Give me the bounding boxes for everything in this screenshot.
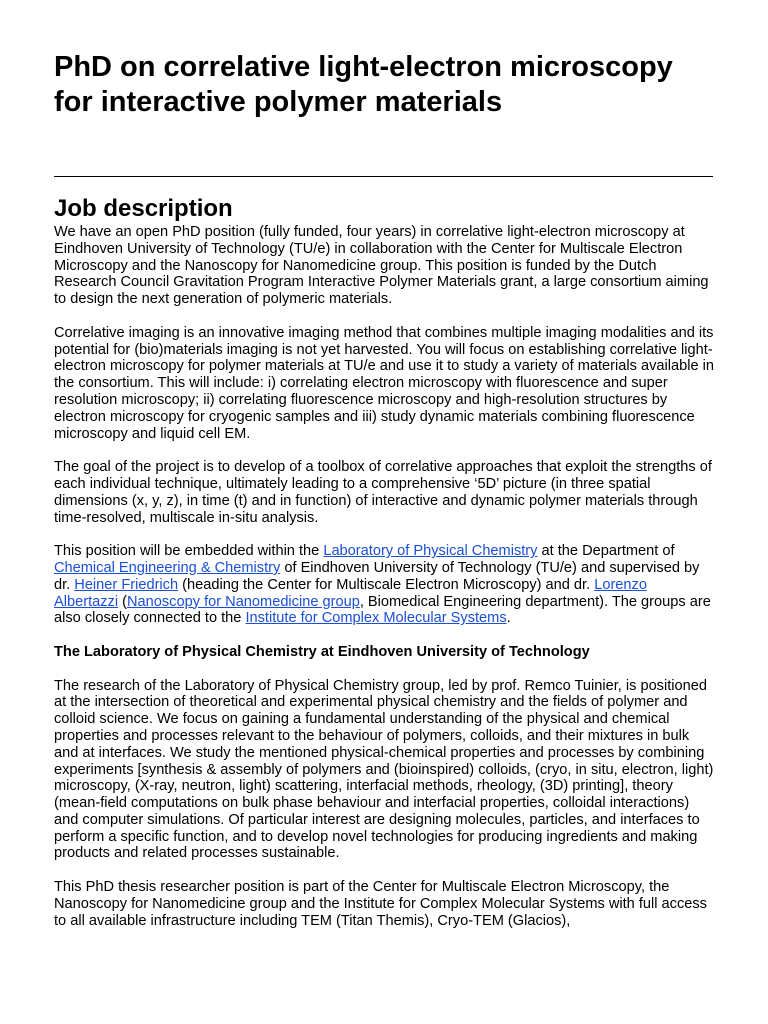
paragraph-position-context: This PhD thesis researcher position is part of the Center for Multiscale Electron Microscopy, the Nanoscopy for Nanomedicine group and the Institute for Complex Molecular Systems with full access to all available infrastructure including TEM (Titan Themis), Cryo-TEM (Glacios), bbox=[54, 879, 707, 929]
link-chemical-engineering-chemistry[interactable]: Chemical Engineering & Chemistry bbox=[54, 559, 281, 576]
link-institute-complex-molecular-systems[interactable]: Institute for Complex Molecular Systems bbox=[245, 610, 507, 627]
link-lorenzo-albertazzi[interactable]: Lorenzo Albertazzi bbox=[54, 576, 647, 610]
paragraph-project-goal: The goal of the project is to develop of a toolbox of correlative approaches that exploit the strengths of each individual technique, ultimately leading to a comprehensive ‘5D’ picture (in three spatial dimensions (x, y, z), in time (t) and in function) of interactive and dynamic polymer materials through time-resolved, multiscale in-situ analysis. bbox=[54, 459, 712, 526]
text-run: . bbox=[506, 610, 511, 627]
text-run: This position will be embedded within the bbox=[54, 543, 324, 560]
text-run: ( bbox=[118, 593, 127, 610]
title-divider bbox=[54, 176, 713, 177]
paragraph-laboratory-research: The research of the Laboratory of Physical Chemistry group, led by prof. Remco Tuinier, is positioned at the intersection of theoretical and experimental physical chemistry and the fields of polymer and colloid science. We focus on gaining a fundamental understanding of the physical and chemical properties and processes relevant to the behaviour of polymers, colloids, and their mixtures in bulk and at interfaces. We study the mentioned physical-chemical properties and processes by combining experiments [synthesis & assembly of polymers and (bioinspired) colloids, (cryo, in situ, electron, light) microscopy, (X-ray, neutron, light) scattering, interfacial methods, rheology, (3D) printing], theory (mean-field computations on bulk phase behaviour and interfacial properties, colloidal interactions) and computer simulations. Of particular interest are designing molecules, particles, and interfaces to perform a specific function, and to develop novel technologies for producing ingredients and making products and related processes sustainable. bbox=[54, 677, 714, 862]
link-heiner-friedrich[interactable]: Heiner Friedrich bbox=[74, 576, 179, 593]
section-heading-job-description: Job description bbox=[54, 195, 233, 222]
text-run: (heading the Center for Multiscale Electron Microscopy) and dr. bbox=[178, 576, 595, 593]
paragraph-embedding bbox=[54, 543, 714, 627]
link-nanoscopy-nanomedicine-group[interactable]: Nanoscopy for Nanomedicine group bbox=[127, 593, 360, 610]
page-title: PhD on correlative light-electron microscopy for interactive polymer materials bbox=[54, 51, 673, 118]
text-run: of Eindhoven University of Technology (TU/e) and supervised by dr. bbox=[54, 559, 700, 593]
text-run: , Biomedical Engineering department). The groups are also closely connected to the bbox=[54, 593, 711, 627]
paragraph-correlative-imaging: Correlative imaging is an innovative imaging method that combines multiple imaging modalities and its potential for (bio)materials imaging is not yet harvested. You will focus on establishing correlative light-electron microscopy for polymer materials at TU/e and use it to study a variety of materials available in the consortium. This will include: i) correlating electron microscopy with fluorescence and super resolution microscopy; ii) correlating fluorescence microscopy and high-resolution structures by electron microscopy for cryogenic samples and iii) study dynamic materials combining fluorescence microscopy and liquid cell EM. bbox=[54, 324, 714, 442]
subheading-laboratory: The Laboratory of Physical Chemistry at Eindhoven University of Technology bbox=[54, 643, 590, 660]
document-body bbox=[54, 224, 714, 946]
link-laboratory-physical-chemistry[interactable]: Laboratory of Physical Chemistry bbox=[323, 543, 538, 560]
paragraph-intro: We have an open PhD position (fully funded, four years) in correlative light-electron microscopy at Eindhoven University of Technology (TU/e) in collaboration with the Center for Multiscale Electron Microscopy and the Nanoscopy for Nanomedicine group. This position is funded by the Dutch Research Council Gravitation Program Interactive Polymer Materials grant, a large consortium aiming to design the next generation of polymeric materials. bbox=[54, 224, 709, 308]
text-run: at the Department of bbox=[537, 543, 675, 560]
